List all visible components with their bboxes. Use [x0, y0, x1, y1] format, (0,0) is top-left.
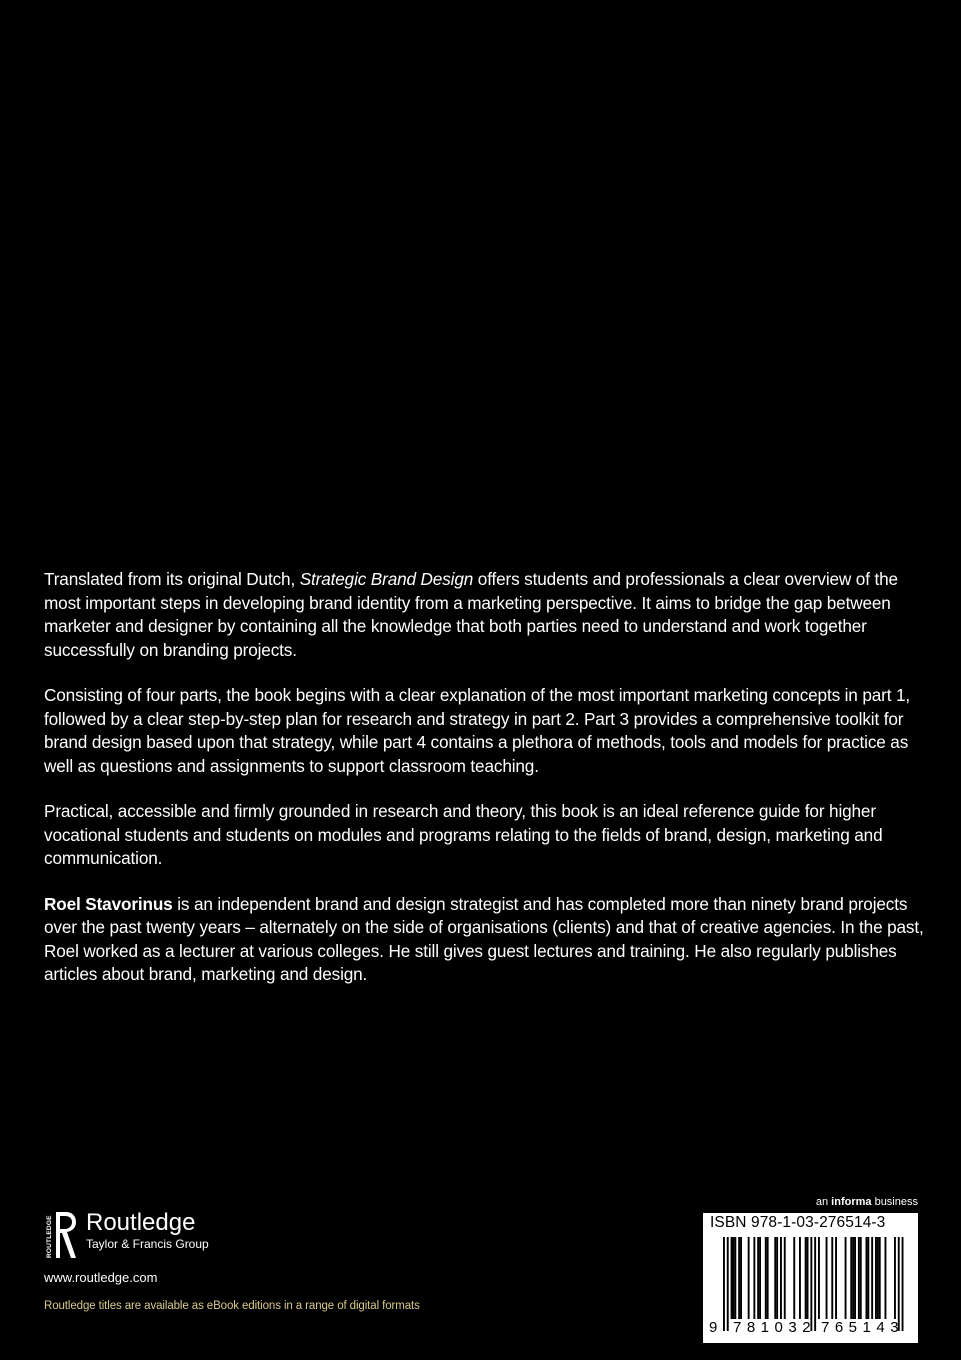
barcode-bar	[835, 1237, 837, 1319]
barcode-left-group: 781032	[733, 1319, 817, 1336]
barcode-bar	[767, 1237, 769, 1319]
author-name: Roel Stavorinus	[44, 893, 173, 914]
barcode-bar	[875, 1237, 877, 1319]
barcode-bar	[885, 1237, 887, 1319]
ebook-availability-note: Routledge titles are available as eBook editions in a range of digital formats	[44, 1300, 420, 1312]
barcode-bar	[776, 1237, 778, 1319]
barcode-bar	[852, 1237, 854, 1319]
barcode-first-digit: 9	[709, 1319, 718, 1336]
barcode-bar	[723, 1237, 725, 1331]
barcode-bar	[826, 1237, 828, 1319]
barcode-bar	[784, 1237, 786, 1319]
barcode-bar	[799, 1237, 801, 1319]
barcode-bar	[740, 1237, 742, 1319]
barcode-bar	[805, 1237, 807, 1319]
barcode-digits	[703, 1319, 918, 1339]
publisher-block	[44, 1210, 209, 1285]
barcode-bar	[780, 1237, 782, 1319]
barcode-bar	[734, 1237, 736, 1319]
barcode-bar	[738, 1237, 740, 1319]
barcode-bar	[757, 1237, 759, 1319]
barcode-bar	[727, 1237, 729, 1331]
informa-brand: informa	[831, 1196, 872, 1208]
publisher-url[interactable]: www.routledge.com	[44, 1270, 158, 1285]
barcode-right-group: 765143	[821, 1319, 905, 1336]
barcode-bar	[818, 1237, 820, 1319]
barcode-bar	[748, 1237, 750, 1319]
barcode-bar	[810, 1237, 812, 1331]
back-cover-description	[44, 568, 924, 1009]
description-paragraph-3: Practical, accessible and firmly grounded in research and theory, this book is an ideal reference guide for higher vocational students and students on modules and programs relating to the fields of brand, design, marketing and communication.	[44, 801, 883, 868]
description-paragraph-2: Consisting of four parts, the book begins with a clear explanation of the most important marketing concepts in part 1, followed by a clear step-by-step plan for research and strategy in part 2. Part 3 provides a comprehensive toolkit for brand design based upon that strategy, while part 4 contains a plethora of methods, tools and models for practice as well as questions and assignments to support classroom teaching.	[44, 685, 911, 776]
author-bio: Roel Stavorinus is an independent brand and design strategist and has completed more than ninety brand projects over the past twenty years – alternately on the side of organisations (clients) and that of creative agencies. In the past, Roel worked as a lecturer at various colleges. He still gives guest lectures and training. He also regularly publishes articles about brand, marketing and design.	[44, 893, 924, 984]
publisher-name: Routledge	[86, 1209, 196, 1236]
isbn-label: ISBN 978-1-03-276514-3	[710, 1214, 886, 1231]
publisher-group: Taylor & Francis Group	[86, 1237, 209, 1251]
barcode-bar	[877, 1237, 879, 1319]
barcode-bar	[759, 1237, 761, 1319]
barcode-bar	[860, 1237, 862, 1319]
barcode-bar	[807, 1237, 809, 1319]
barcode-bar	[894, 1237, 896, 1319]
isbn-barcode	[703, 1213, 918, 1343]
barcode-bar	[731, 1237, 733, 1319]
barcode-bar	[831, 1237, 833, 1319]
barcode-bar	[902, 1237, 904, 1331]
barcode-bar	[733, 1237, 735, 1319]
barcode-bar	[793, 1237, 795, 1319]
barcode-bar	[879, 1237, 881, 1319]
barcode-bar	[854, 1237, 856, 1319]
barcode-bar	[765, 1237, 767, 1319]
barcode-bar	[850, 1237, 852, 1319]
book-title: Strategic Brand Design	[299, 569, 474, 589]
barcode-bar	[898, 1237, 900, 1331]
barcode-bar	[867, 1237, 869, 1319]
barcode-bar	[774, 1237, 776, 1319]
barcode-bar	[845, 1237, 847, 1319]
routledge-logo-icon	[44, 1210, 78, 1260]
routledge-logo-vertical-text: ROUTLEDGE	[46, 1215, 53, 1258]
informa-business-tag: an informa business	[815, 1196, 918, 1208]
description-paragraph-1: Translated from its original Dutch, Strategic Brand Design offers students and professionals a clear overview of the most important steps in developing brand identity from a marketing perspective. It aims to bridge the gap between marketer and designer by containing all the knowledge that both parties need to understand and work together successfully on branding projects.	[44, 569, 898, 660]
barcode-bar	[814, 1237, 816, 1331]
barcode-bar	[858, 1237, 860, 1319]
barcode-bar	[871, 1237, 873, 1319]
barcode-bar	[753, 1237, 755, 1319]
barcode-bar	[866, 1237, 868, 1319]
